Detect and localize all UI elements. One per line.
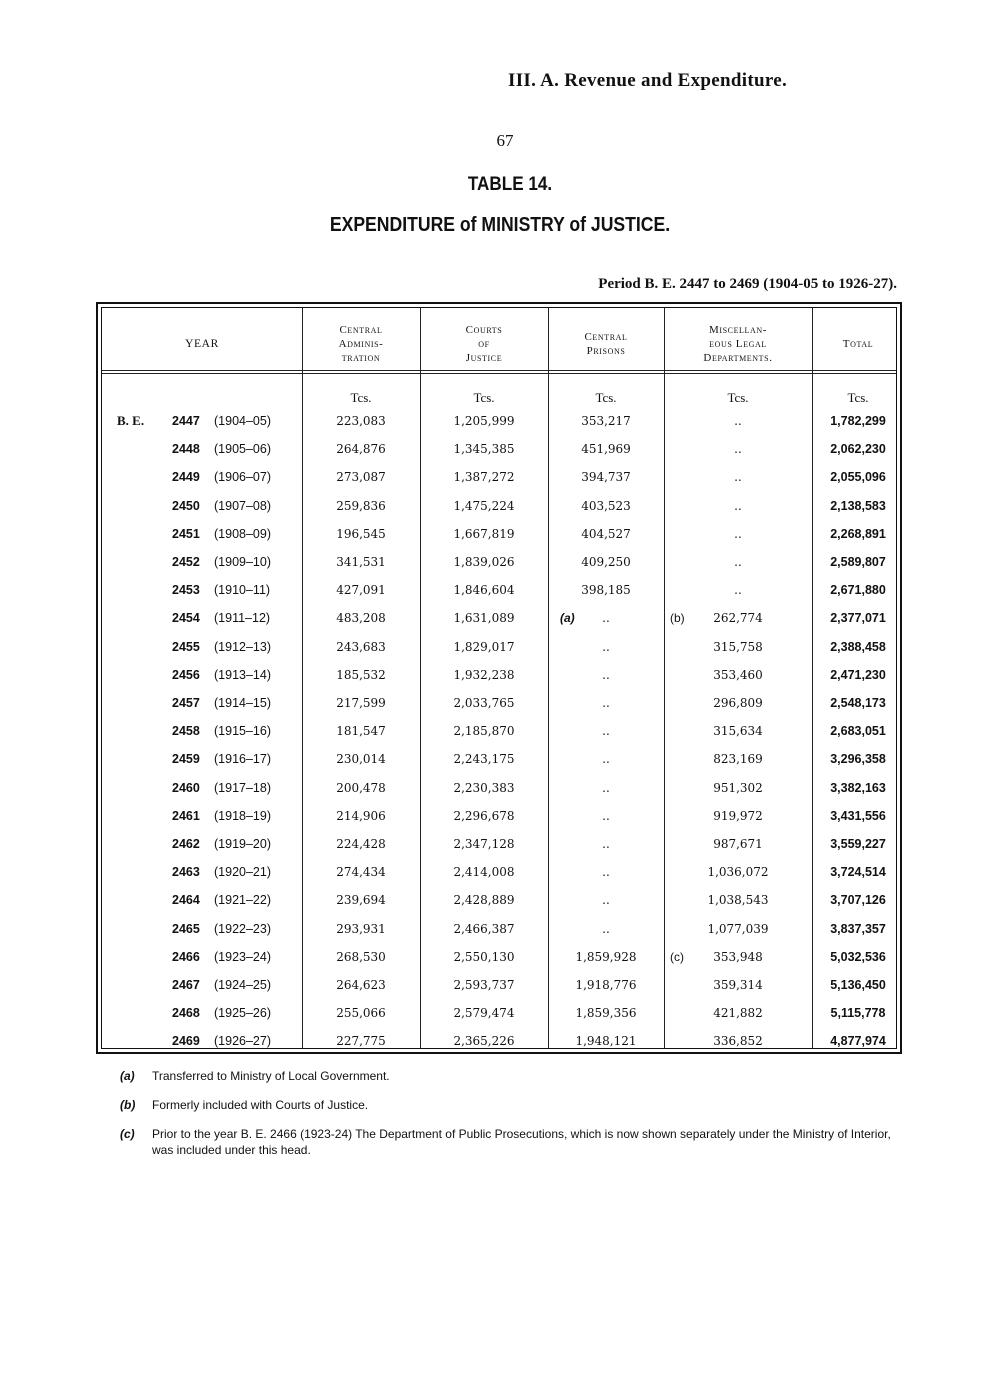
miscellaneous-legal-value: 1,038,543 <box>707 893 769 908</box>
year-be: 2455 <box>172 639 200 654</box>
central-prisons-value: 1,859,928 <box>575 949 637 964</box>
total-value: 3,724,514 <box>830 865 886 880</box>
header-line: Central <box>584 331 628 343</box>
year-gregorian: (1909–10) <box>214 555 271 569</box>
table-row <box>102 694 896 722</box>
central-prisons-value: .. <box>602 921 610 936</box>
total-value: 2,268,891 <box>830 526 886 541</box>
courts-of-justice-value: 2,230,383 <box>453 780 515 795</box>
courts-of-justice-value: 1,846,604 <box>453 583 515 598</box>
unit-label: Tcs. <box>847 390 869 405</box>
central-prisons-value: 404,527 <box>581 526 631 541</box>
central-prisons-value: .. <box>602 667 610 682</box>
central-prisons-value: 409,250 <box>581 555 631 569</box>
central-administration-value: 341,531 <box>336 555 386 569</box>
total-value: 2,471,230 <box>830 667 886 682</box>
miscellaneous-legal-value: 919,972 <box>713 808 763 823</box>
header-year <box>102 316 302 372</box>
page-number: 67 <box>496 131 514 150</box>
table-row <box>102 440 896 468</box>
year-be: 2447 <box>172 414 200 428</box>
year-be: 2460 <box>172 780 200 795</box>
year-be: 2449 <box>172 470 200 485</box>
miscellaneous-legal-value: 421,882 <box>713 1006 763 1021</box>
table-row <box>102 863 896 891</box>
courts-of-justice-value: 2,033,765 <box>453 696 515 710</box>
year-be: 2458 <box>172 724 200 739</box>
year-gregorian: (1918–19) <box>214 808 271 823</box>
courts-of-justice-value: 2,550,130 <box>453 949 515 964</box>
table-row <box>102 468 896 496</box>
central-prisons-value: 394,737 <box>581 470 631 485</box>
footnote <box>120 1126 910 1158</box>
central-prisons-value: 1,948,121 <box>575 1034 637 1049</box>
unit-label: Tcs. <box>727 390 749 405</box>
central-administration-value: 181,547 <box>336 724 386 739</box>
year-gregorian: (1913–14) <box>214 667 271 682</box>
table-row <box>102 638 896 666</box>
table-row <box>102 581 896 609</box>
footnote-mark: (c) <box>120 1127 135 1141</box>
year-be: 2451 <box>172 526 200 541</box>
courts-of-justice-value: 2,428,889 <box>453 893 515 908</box>
courts-of-justice-value: 1,475,224 <box>453 498 515 513</box>
total-value: 2,683,051 <box>830 724 886 739</box>
year-be: 2468 <box>172 1006 200 1021</box>
miscellaneous-legal-value: 296,809 <box>713 696 763 710</box>
courts-of-justice-value: 2,296,678 <box>453 808 515 823</box>
header-line: Central <box>339 324 383 336</box>
header-line: of <box>478 338 490 350</box>
courts-of-justice-value: 1,667,819 <box>453 526 515 541</box>
courts-of-justice-value: 2,365,226 <box>453 1034 515 1049</box>
total-value: 3,707,126 <box>830 893 886 908</box>
year-gregorian: (1924–25) <box>214 978 271 992</box>
header-total-label: Total <box>842 338 874 350</box>
miscellaneous-legal-value: .. <box>734 555 742 569</box>
year-be: 2448 <box>172 442 200 457</box>
central-administration-value: 223,083 <box>336 414 386 428</box>
table-row <box>102 807 896 835</box>
miscellaneous-legal-value: 315,634 <box>713 724 763 739</box>
year-gregorian: (1925–26) <box>214 1006 271 1021</box>
central-prisons-value: .. <box>602 611 610 626</box>
central-administration-value: 224,428 <box>336 837 386 851</box>
total-value: 5,136,450 <box>830 978 886 992</box>
miscellaneous-legal-value: 353,948 <box>713 949 763 964</box>
year-be: 2453 <box>172 583 200 598</box>
table-row <box>102 497 896 525</box>
miscellaneous-legal-value: 1,077,039 <box>707 921 769 936</box>
header-year-label: YEAR <box>185 338 219 350</box>
central-administration-value: 274,434 <box>336 865 386 880</box>
total-value: 2,062,230 <box>830 442 886 457</box>
year-gregorian: (1904–05) <box>214 414 271 428</box>
year-gregorian: (1917–18) <box>214 780 271 795</box>
footnote-mark: (b) <box>120 1098 136 1112</box>
central-prisons-value: .. <box>602 696 610 710</box>
table-row <box>102 976 896 1004</box>
footnote-ref: (c) <box>670 949 684 964</box>
header-line: Miscellan- <box>708 324 768 336</box>
central-prisons-value: 1,859,356 <box>575 1006 637 1021</box>
year-gregorian: (1916–17) <box>214 752 271 767</box>
courts-of-justice-value: 2,593,737 <box>453 978 515 992</box>
year-be: 2456 <box>172 667 200 682</box>
total-value: 3,431,556 <box>830 808 886 823</box>
year-be: 2461 <box>172 808 200 823</box>
year-gregorian: (1921–22) <box>214 893 271 908</box>
year-be: 2457 <box>172 696 200 710</box>
total-value: 3,837,357 <box>830 921 886 936</box>
courts-of-justice-value: 2,579,474 <box>453 1006 515 1021</box>
central-administration-value: 264,876 <box>336 442 386 457</box>
central-prisons-value: .. <box>602 639 610 654</box>
footnote-text: Formerly included with Courts of Justice. <box>152 1098 369 1112</box>
central-administration-value: 427,091 <box>336 583 386 598</box>
table-row <box>102 891 896 919</box>
header-line: Justice <box>465 352 503 364</box>
footnote-mark: (a) <box>120 1069 135 1083</box>
central-prisons-value: .. <box>602 837 610 851</box>
central-prisons-value: 353,217 <box>581 414 631 428</box>
footnotes <box>120 1068 910 1171</box>
central-prisons-value: 398,185 <box>581 583 631 598</box>
header-central-administration <box>302 316 420 372</box>
courts-of-justice-value: 1,932,238 <box>453 667 515 682</box>
central-administration-value: 255,066 <box>336 1006 386 1021</box>
table-row <box>102 835 896 863</box>
courts-of-justice-value: 1,839,026 <box>453 555 515 569</box>
central-administration-value: 196,545 <box>336 526 386 541</box>
table-row <box>102 666 896 694</box>
year-gregorian: (1911–12) <box>214 611 271 626</box>
table-title: EXPENDITURE of MINISTRY of JUSTICE. <box>329 214 671 236</box>
miscellaneous-legal-value: 1,036,072 <box>707 865 769 880</box>
header-central-prisons <box>548 316 664 372</box>
year-gregorian: (1920–21) <box>214 865 271 880</box>
year-gregorian: (1926–27) <box>214 1034 271 1049</box>
year-be: 2465 <box>172 921 200 936</box>
year-gregorian: (1907–08) <box>214 498 271 513</box>
year-gregorian: (1908–09) <box>214 526 271 541</box>
central-prisons-value: .. <box>602 808 610 823</box>
year-be: 2466 <box>172 949 200 964</box>
header-line: Courts <box>465 324 503 336</box>
footnote <box>120 1068 910 1084</box>
courts-of-justice-value: 2,347,128 <box>453 837 515 851</box>
total-value: 2,589,807 <box>830 555 886 569</box>
central-administration-value: 185,532 <box>336 667 386 682</box>
table-body <box>101 307 897 1049</box>
header-line: Departments. <box>703 352 773 364</box>
central-administration-value: 264,623 <box>336 978 386 992</box>
total-value: 3,559,227 <box>830 837 886 851</box>
central-administration-value: 293,931 <box>336 921 386 936</box>
table-label: TABLE 14. <box>467 174 553 195</box>
central-prisons-value: .. <box>602 780 610 795</box>
total-value: 2,377,071 <box>830 611 886 626</box>
year-gregorian: (1919–20) <box>214 837 271 851</box>
footnote-ref: (a) <box>560 611 575 626</box>
total-value: 2,388,458 <box>830 639 886 654</box>
courts-of-justice-value: 2,466,387 <box>453 921 515 936</box>
miscellaneous-legal-value: .. <box>734 414 742 428</box>
central-prisons-value: .. <box>602 724 610 739</box>
courts-of-justice-value: 1,631,089 <box>453 611 515 626</box>
total-value: 2,138,583 <box>830 498 886 513</box>
era-label: B. E. <box>117 413 145 428</box>
central-administration-value: 259,836 <box>336 498 386 513</box>
total-value: 2,548,173 <box>830 696 886 710</box>
footnote-text: Transferred to Ministry of Local Government. <box>152 1069 390 1083</box>
header-line: Adminis- <box>338 338 384 350</box>
table-row <box>102 920 896 948</box>
table-row <box>102 412 896 440</box>
total-value: 5,115,778 <box>830 1006 886 1021</box>
central-prisons-value: 403,523 <box>581 498 631 513</box>
courts-of-justice-value: 1,387,272 <box>453 470 515 485</box>
footnote <box>120 1097 910 1113</box>
miscellaneous-legal-value: .. <box>734 442 742 457</box>
year-gregorian: (1905–06) <box>214 442 271 457</box>
year-be: 2459 <box>172 752 200 767</box>
unit-label: Tcs. <box>473 390 495 405</box>
header-divider <box>102 373 896 374</box>
central-administration-value: 243,683 <box>336 639 386 654</box>
total-value: 5,032,536 <box>830 949 886 964</box>
footnote-text: Prior to the year B. E. 2466 (1923-24) The Department of Public Prosecutions, which is now shown separately under the Ministry of Interior, was included under this head. <box>152 1127 891 1157</box>
courts-of-justice-value: 1,829,017 <box>453 639 515 654</box>
courts-of-justice-value: 2,243,175 <box>453 752 515 767</box>
table-row <box>102 779 896 807</box>
header-miscellaneous-legal-departments <box>664 316 812 372</box>
miscellaneous-legal-value: 315,758 <box>713 639 763 654</box>
year-gregorian: (1910–11) <box>214 583 271 598</box>
header-line: tration <box>341 352 381 364</box>
section-header: III. A. Revenue and Expenditure. <box>508 70 787 91</box>
year-be: 2464 <box>172 893 200 908</box>
miscellaneous-legal-value: 353,460 <box>713 667 763 682</box>
year-be: 2467 <box>172 978 200 992</box>
table-row <box>102 948 896 976</box>
year-gregorian: (1922–23) <box>214 921 271 936</box>
central-prisons-value: 451,969 <box>581 442 631 457</box>
table-row <box>102 609 896 637</box>
table-row <box>102 750 896 778</box>
central-administration-value: 200,478 <box>336 780 386 795</box>
central-administration-value: 483,208 <box>336 611 386 626</box>
period-caption: Period B. E. 2447 to 2469 (1904-05 to 1926-27). <box>598 276 897 292</box>
miscellaneous-legal-value: 823,169 <box>713 752 763 767</box>
year-be: 2469 <box>172 1034 200 1049</box>
year-be: 2463 <box>172 865 200 880</box>
central-prisons-value: .. <box>602 865 610 880</box>
year-be: 2462 <box>172 837 200 851</box>
year-be: 2454 <box>172 611 200 626</box>
miscellaneous-legal-value: .. <box>734 583 742 598</box>
central-administration-value: 268,530 <box>336 949 386 964</box>
courts-of-justice-value: 2,414,008 <box>453 865 515 880</box>
expenditure-table <box>96 302 902 1054</box>
year-gregorian: (1923–24) <box>214 949 271 964</box>
year-gregorian: (1912–13) <box>214 639 271 654</box>
unit-label: Tcs. <box>350 390 372 405</box>
central-administration-value: 230,014 <box>336 752 386 767</box>
central-prisons-value: .. <box>602 893 610 908</box>
header-total <box>812 316 904 372</box>
year-be: 2452 <box>172 555 200 569</box>
central-administration-value: 214,906 <box>336 808 386 823</box>
central-administration-value: 239,694 <box>336 893 386 908</box>
year-gregorian: (1915–16) <box>214 724 271 739</box>
miscellaneous-legal-value: 359,314 <box>713 978 763 992</box>
miscellaneous-legal-value: 336,852 <box>713 1034 763 1049</box>
central-administration-value: 217,599 <box>336 696 386 710</box>
total-value: 2,671,880 <box>830 583 886 598</box>
year-be: 2450 <box>172 498 200 513</box>
table-row <box>102 1032 896 1060</box>
courts-of-justice-value: 1,205,999 <box>453 414 515 428</box>
header-courts-of-justice <box>420 316 548 372</box>
table-row <box>102 553 896 581</box>
courts-of-justice-value: 2,185,870 <box>453 724 515 739</box>
table-row <box>102 722 896 750</box>
table-row <box>102 525 896 553</box>
central-administration-value: 227,775 <box>336 1034 386 1049</box>
total-value: 3,296,358 <box>830 752 886 767</box>
footnote-ref: (b) <box>670 611 685 626</box>
total-value: 1,782,299 <box>830 414 886 428</box>
miscellaneous-legal-value: 262,774 <box>713 611 763 626</box>
year-gregorian: (1906–07) <box>214 470 271 485</box>
central-prisons-value: .. <box>602 752 610 767</box>
unit-label: Tcs. <box>595 390 617 405</box>
header-line: Prisons <box>586 345 626 357</box>
central-administration-value: 273,087 <box>336 470 386 485</box>
total-value: 3,382,163 <box>830 780 886 795</box>
courts-of-justice-value: 1,345,385 <box>453 442 515 457</box>
table-row <box>102 1004 896 1032</box>
year-gregorian: (1914–15) <box>214 696 271 710</box>
central-prisons-value: 1,918,776 <box>575 978 637 992</box>
total-value: 2,055,096 <box>830 470 886 485</box>
miscellaneous-legal-value: .. <box>734 498 742 513</box>
miscellaneous-legal-value: 951,302 <box>713 780 763 795</box>
miscellaneous-legal-value: 987,671 <box>713 837 763 851</box>
header-line: eous Legal <box>709 338 767 350</box>
miscellaneous-legal-value: .. <box>734 470 742 485</box>
miscellaneous-legal-value: .. <box>734 526 742 541</box>
total-value: 4,877,974 <box>830 1034 886 1049</box>
